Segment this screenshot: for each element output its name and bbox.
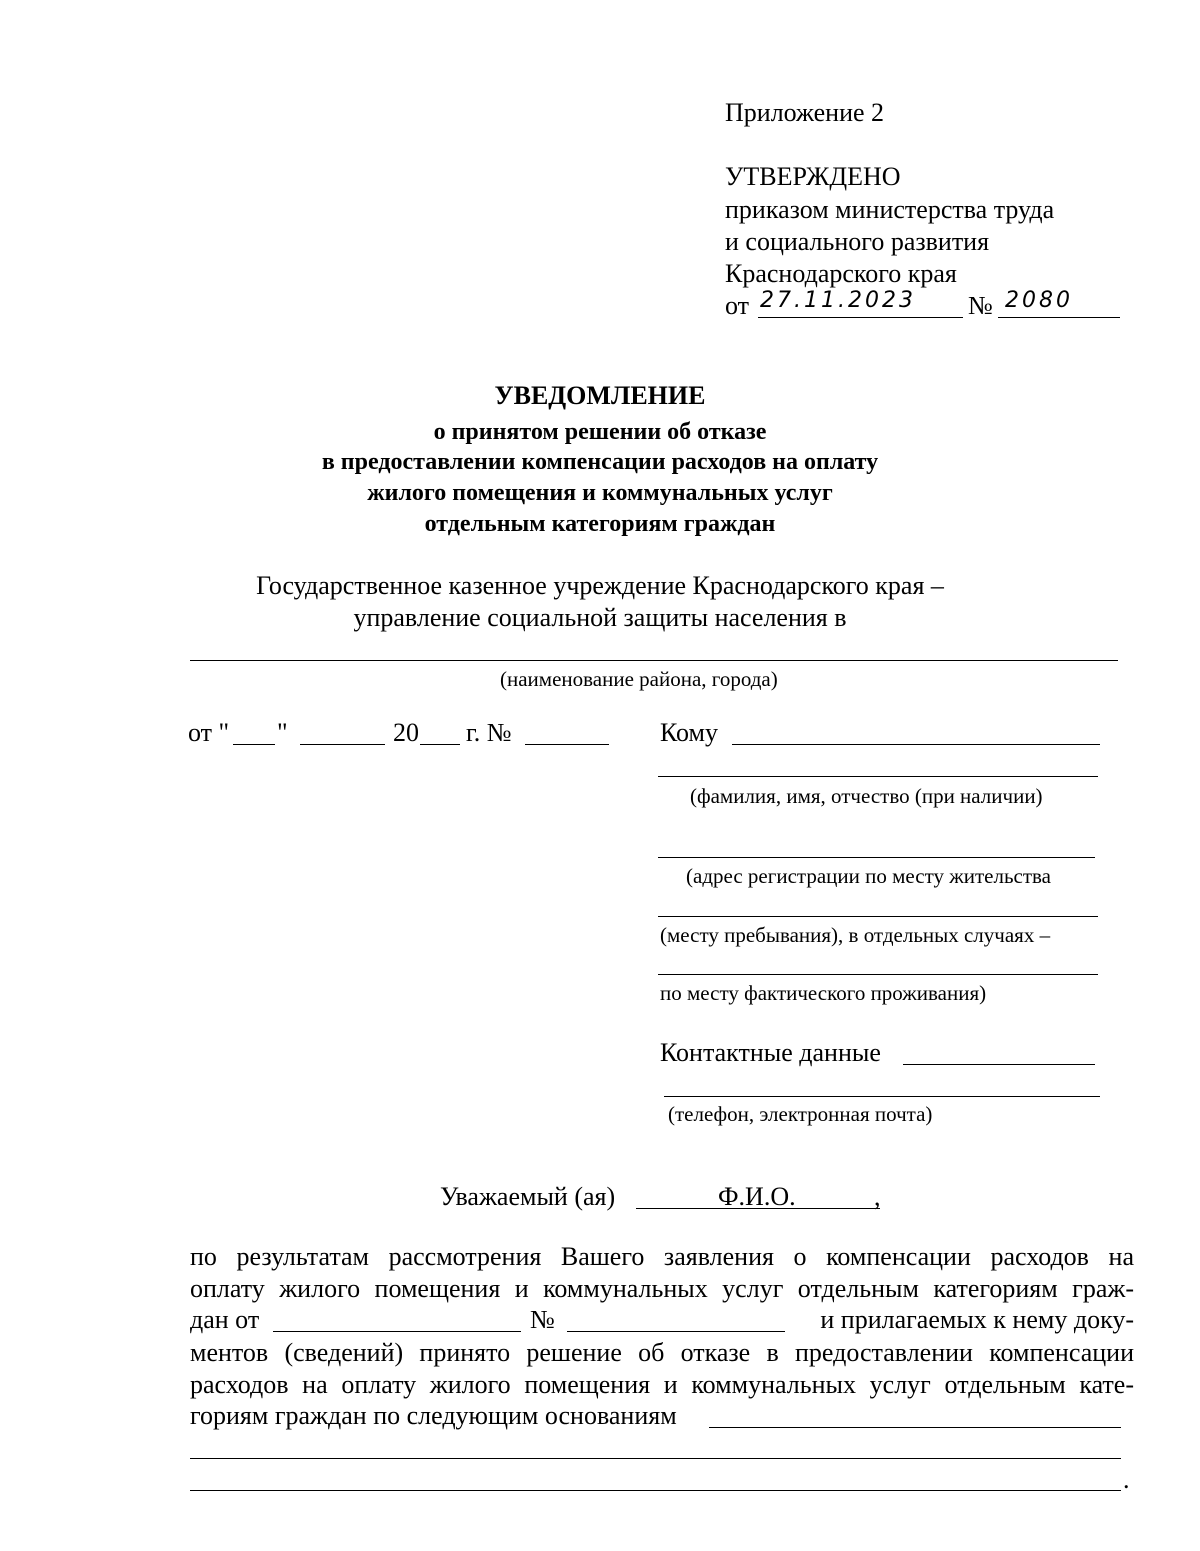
approval-number-line xyxy=(998,317,1120,318)
notice-number-line[interactable] xyxy=(525,744,609,745)
notice-month-line[interactable] xyxy=(300,744,385,745)
approval-from-label: от xyxy=(725,291,750,320)
document-subtitle-line3: жилого помещения и коммунальных услуг xyxy=(367,480,833,506)
greeting-fio: Ф.И.О. xyxy=(718,1182,796,1211)
body-line-4: ментов (сведений) принято решение об отказе в предоставлении компенсации xyxy=(190,1338,1134,1367)
notice-year-prefix: 20 xyxy=(393,718,419,747)
greeting-comma: , xyxy=(874,1182,881,1211)
document-subtitle-line1: о принятом решении об отказе xyxy=(433,419,767,445)
approval-date-handwritten: 27.11.2023 xyxy=(760,288,916,313)
contacts-caption: (телефон, электронная почта) xyxy=(668,1102,933,1126)
greeting-prefix: Уважаемый (ая) xyxy=(440,1182,616,1211)
approval-order-line1: приказом министерства труда xyxy=(725,195,1055,224)
body-line-1: по результатам рассмотрения Вашего заявления о компенсации расходов на xyxy=(190,1242,1134,1271)
address-caption-2: (месту пребывания), в отдельных случаях – xyxy=(660,923,1051,947)
reasons-line-3[interactable] xyxy=(190,1490,1121,1491)
approval-number-label: № xyxy=(968,291,993,320)
approved-label: УТВЕРЖДЕНО xyxy=(725,162,901,191)
body-line-5: расходов на оплату жилого помещения и коммунальных услуг отдельным кате- xyxy=(190,1370,1134,1399)
document-subtitle-line2: в предоставлении компенсации расходов на оплату xyxy=(321,449,879,475)
application-number-line[interactable] xyxy=(567,1331,785,1332)
fio-caption: (фамилия, имя, отчество (при наличии) xyxy=(690,784,1043,808)
body-line-6: гориям граждан по следующим основаниям xyxy=(190,1401,677,1430)
body-line-2: оплату жилого помещения и коммунальных услуг отдельным категориям граж- xyxy=(190,1274,1134,1303)
institution-line2: управление социальной защиты населения в xyxy=(353,603,847,632)
recipient-label: Кому xyxy=(660,718,719,747)
body-end-period: . xyxy=(1123,1465,1130,1494)
body-line-3-start: дан от xyxy=(190,1305,260,1334)
body-line-3-number-label: № xyxy=(530,1305,555,1334)
address-caption-1: (адрес регистрации по месту жительства xyxy=(686,864,1051,888)
approval-order-line3: Краснодарского края xyxy=(725,259,957,288)
address-line-3[interactable] xyxy=(658,974,1098,975)
approval-number-handwritten: 2080 xyxy=(1005,288,1073,313)
approval-date-line xyxy=(758,317,963,318)
notice-number-label: г. № xyxy=(466,718,512,747)
document-subtitle-line4: отдельным категориям граждан xyxy=(424,511,776,537)
notice-date-quote: " xyxy=(277,718,288,747)
address-caption-3: по месту фактического проживания) xyxy=(660,981,987,1005)
recipient-input-line[interactable] xyxy=(732,744,1100,745)
contacts-line-2[interactable] xyxy=(664,1096,1100,1097)
body-line-3-end: и прилагаемых к нему доку- xyxy=(820,1305,1134,1334)
notice-date-prefix: от " xyxy=(188,718,230,747)
district-caption: (наименование района, города) xyxy=(500,667,778,691)
district-input-line[interactable] xyxy=(190,660,1118,661)
contacts-input-line[interactable] xyxy=(903,1064,1095,1065)
reasons-line-2[interactable] xyxy=(190,1458,1121,1459)
institution-line1: Государственное казенное учреждение Краснодарского края – xyxy=(256,571,944,600)
notice-day-line[interactable] xyxy=(233,744,275,745)
application-date-line[interactable] xyxy=(273,1331,521,1332)
reasons-line-1[interactable] xyxy=(709,1427,1121,1428)
recipient-fio-line[interactable] xyxy=(658,776,1098,777)
address-line-2[interactable] xyxy=(658,916,1098,917)
appendix-label: Приложение 2 xyxy=(725,98,885,127)
address-line-1[interactable] xyxy=(658,857,1095,858)
notice-year-line[interactable] xyxy=(420,744,460,745)
document-title: УВЕДОМЛЕНИЕ xyxy=(494,381,706,410)
approval-order-line2: и социального развития xyxy=(725,227,990,256)
contacts-label: Контактные данные xyxy=(660,1038,881,1067)
